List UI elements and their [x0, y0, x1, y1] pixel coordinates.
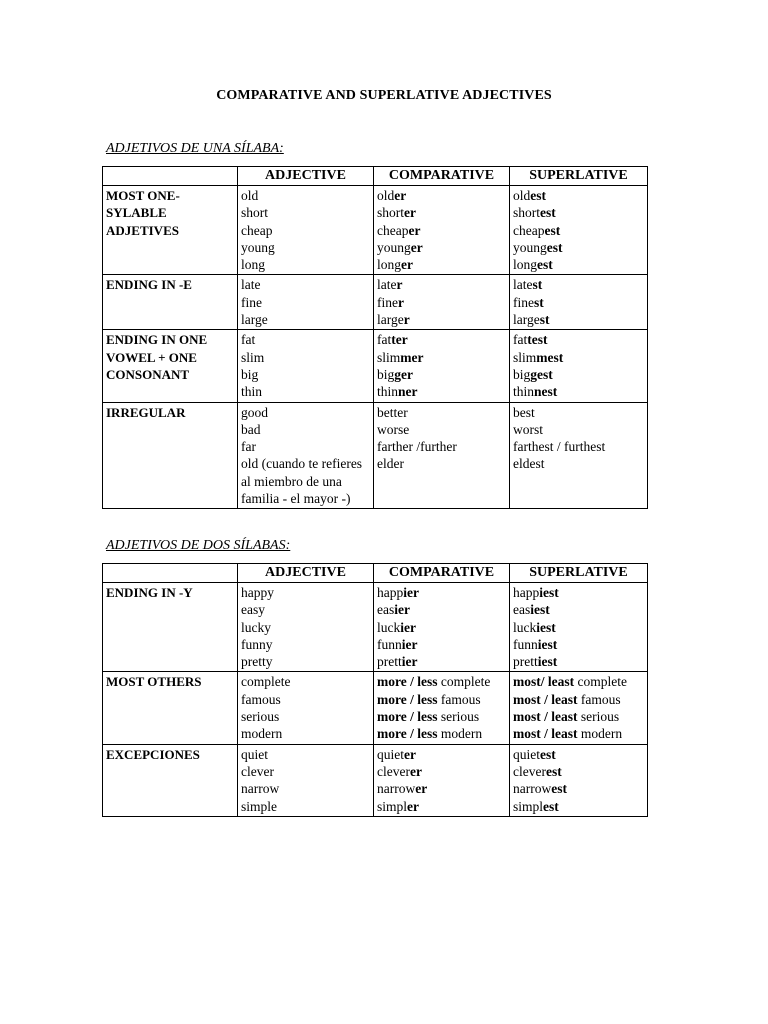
comparative-stem: farther /further: [377, 439, 457, 455]
superlative-stem: short: [513, 205, 540, 221]
comparative-suffix: ter: [391, 332, 408, 348]
comparative-stem: more / less: [377, 691, 438, 707]
superlative-stem: eldest: [513, 456, 545, 472]
adjective-cell: [238, 186, 374, 275]
comparative-cell: [374, 583, 510, 672]
superlative-stem: simpl: [513, 798, 544, 814]
superlative-suffix: serious: [577, 709, 620, 725]
superlative-form: [513, 691, 644, 708]
superlative-form: [513, 204, 644, 221]
adjective-word: famous: [241, 691, 281, 707]
adjective-word: big: [241, 366, 259, 382]
comparative-stem: better: [377, 404, 408, 420]
comparative-suffix: er: [409, 763, 422, 779]
superlative-cell: [510, 275, 648, 330]
category-cell: MOST ONE-SYLABLE ADJETIVES: [103, 186, 238, 275]
comparative-stem: clever: [377, 763, 410, 779]
adjective-word: fine: [241, 294, 262, 310]
comparative-stem: quiet: [377, 746, 404, 762]
adjective-cell: [238, 402, 374, 509]
superlative-stem: most/ least: [513, 674, 575, 690]
adjective-cell: [238, 275, 374, 330]
superlative-suffix: est: [546, 239, 563, 255]
superlative-form: [513, 653, 644, 670]
comparative-form: [377, 222, 506, 239]
superlative-form: [513, 349, 644, 366]
comparative-stem: cheap: [377, 222, 409, 238]
superlative-form: [513, 455, 644, 472]
superlative-stem: funn: [513, 636, 538, 652]
superlative-stem: big: [513, 366, 531, 382]
header-comparative: COMPARATIVE: [374, 167, 510, 186]
header-superlative: SUPERLATIVE: [510, 564, 648, 583]
adjective-cell: [238, 330, 374, 402]
comparative-stem: eas: [377, 602, 395, 618]
adjective-word: narrow: [241, 781, 280, 797]
adjective-word: clever: [241, 763, 274, 779]
category-cell: EXCEPCIONES: [103, 744, 238, 816]
adjective-word: fat: [241, 332, 256, 348]
superlative-form: [513, 798, 644, 815]
comparative-suffix: ier: [401, 636, 418, 652]
comparative-stem: prett: [377, 654, 402, 670]
comparative-cell: [374, 744, 510, 816]
superlative-suffix: famous: [577, 691, 621, 707]
adjective-word: cheap: [241, 222, 273, 238]
superlative-form: [513, 294, 644, 311]
superlative-form: [513, 366, 644, 383]
category-cell: ENDING IN -Y: [103, 583, 238, 672]
comparative-suffix: modern: [437, 726, 483, 742]
table-row: [103, 402, 648, 509]
superlative-suffix: modern: [577, 726, 623, 742]
superlative-suffix: est: [540, 205, 556, 221]
superlative-stem: old: [513, 188, 531, 203]
superlative-form: [513, 239, 644, 256]
adjective-word: thin: [241, 384, 263, 400]
superlative-stem: prett: [513, 654, 538, 670]
comparative-suffix: er: [404, 205, 416, 221]
comparative-form: [377, 331, 506, 348]
superlative-stem: late: [513, 277, 533, 293]
comparative-stem: late: [377, 277, 397, 293]
superlative-suffix: st: [539, 312, 550, 328]
comparative-stem: short: [377, 205, 404, 221]
comparative-form: [377, 691, 506, 708]
comparative-stem: worse: [377, 421, 410, 437]
superlative-stem: fine: [513, 294, 534, 310]
section-heading-one-syllable: ADJETIVOS DE UNA SÍLABA:: [106, 141, 284, 156]
adjective-word: large: [241, 312, 268, 328]
superlative-form: [513, 725, 644, 742]
comparative-form: [377, 404, 506, 421]
table-header-row: [103, 167, 648, 186]
comparative-suffix: mer: [400, 349, 424, 365]
comparative-suffix: ier: [401, 654, 418, 670]
superlative-suffix: est: [551, 781, 567, 797]
superlative-suffix: test: [527, 332, 548, 348]
superlative-form: [513, 276, 644, 293]
superlative-form: [513, 746, 644, 763]
comparative-form: [377, 256, 506, 273]
adjective-word: quiet: [241, 746, 268, 762]
comparative-form: [377, 780, 506, 797]
header-empty: [103, 167, 238, 186]
superlative-suffix: iest: [539, 585, 559, 600]
superlative-stem: most / least: [513, 726, 578, 742]
comparative-form: [377, 366, 506, 383]
header-adjective: ADJECTIVE: [238, 167, 374, 186]
adjective-word: good: [241, 404, 268, 420]
comparative-stem: slim: [377, 349, 401, 365]
superlative-form: [513, 404, 644, 421]
comparative-form: [377, 619, 506, 636]
comparative-suffix: serious: [437, 709, 480, 725]
superlative-suffix: iest: [537, 654, 558, 670]
superlative-suffix: mest: [536, 349, 564, 365]
comparative-form: [377, 294, 506, 311]
superlative-form: [513, 673, 644, 690]
comparative-cell: [374, 672, 510, 744]
category-cell: MOST OTHERS: [103, 672, 238, 744]
category-cell: ENDING IN ONE VOWEL + ONE CONSONANT: [103, 330, 238, 402]
comparative-stem: luck: [377, 619, 401, 635]
comparative-form: [377, 438, 506, 455]
superlative-form: [513, 708, 644, 725]
superlative-cell: [510, 583, 648, 672]
comparative-suffix: complete: [437, 674, 491, 690]
comparative-form: [377, 763, 506, 780]
superlative-form: [513, 636, 644, 653]
superlative-suffix: iest: [536, 619, 556, 635]
superlative-suffix: est: [537, 257, 553, 273]
superlative-suffix: est: [530, 188, 547, 203]
table-row: [103, 744, 648, 816]
table-row: [103, 186, 648, 275]
comparative-stem: old: [377, 188, 395, 203]
superlative-form: [513, 601, 644, 618]
adjective-cell: [238, 744, 374, 816]
superlative-suffix: est: [540, 746, 556, 762]
adjective-word: bad: [241, 421, 261, 437]
superlative-stem: long: [513, 257, 538, 273]
adjective-word: young: [241, 239, 275, 255]
superlative-form: [513, 584, 644, 601]
superlative-form: [513, 222, 644, 239]
comparative-form: [377, 239, 506, 256]
superlative-stem: worst: [513, 421, 543, 437]
superlative-stem: happ: [513, 585, 540, 600]
comparative-cell: [374, 330, 510, 402]
page-title: COMPARATIVE AND SUPERLATIVE ADJECTIVES: [216, 88, 552, 103]
superlative-stem: large: [513, 312, 540, 328]
comparative-form: [377, 383, 506, 400]
adjective-word: pretty: [241, 654, 273, 670]
superlative-stem: fat: [513, 332, 528, 348]
comparative-form: [377, 636, 506, 653]
table-row: [103, 583, 648, 672]
adjective-word: slim: [241, 349, 265, 365]
superlative-stem: farthest / furthest: [513, 439, 606, 455]
superlative-form: [513, 331, 644, 348]
superlative-suffix: complete: [574, 674, 627, 690]
superlative-stem: narrow: [513, 781, 552, 797]
header-superlative: SUPERLATIVE: [510, 167, 648, 186]
superlative-stem: most / least: [513, 691, 578, 707]
comparative-suffix: r: [398, 294, 404, 310]
superlative-suffix: est: [545, 763, 562, 779]
adjective-word: easy: [241, 602, 265, 618]
header-comparative: COMPARATIVE: [374, 564, 510, 583]
comparative-suffix: er: [394, 188, 407, 203]
superlative-stem: thin: [513, 384, 535, 400]
comparative-stem: more / less: [377, 726, 438, 742]
comparative-suffix: ner: [398, 384, 418, 400]
comparative-form: [377, 204, 506, 221]
comparative-stem: thin: [377, 384, 399, 400]
adjective-word: happy: [241, 585, 274, 600]
comparative-suffix: famous: [437, 691, 481, 707]
category-cell: IRREGULAR: [103, 402, 238, 509]
adjective-word: old (cuando te refieres al miembro de una familia - el mayor -): [241, 456, 363, 507]
superlative-stem: most / least: [513, 709, 578, 725]
superlative-form: [513, 311, 644, 328]
comparative-suffix: er: [410, 239, 423, 255]
superlative-stem: quiet: [513, 746, 540, 762]
comparative-cell: [374, 402, 510, 509]
comparative-stem: fine: [377, 294, 398, 310]
adjective-word: simple: [241, 798, 277, 814]
superlative-form: [513, 780, 644, 797]
table-header-row: [103, 564, 648, 583]
superlative-stem: eas: [513, 602, 531, 618]
header-empty: [103, 564, 238, 583]
superlative-suffix: nest: [534, 384, 558, 400]
comparative-form: [377, 421, 506, 438]
superlative-form: [513, 763, 644, 780]
comparative-form: [377, 798, 506, 815]
one-syllable-table: [102, 166, 648, 509]
comparative-suffix: ier: [394, 602, 410, 618]
adjective-word: modern: [241, 726, 283, 742]
category-cell: ENDING IN -E: [103, 275, 238, 330]
comparative-suffix: ger: [394, 366, 413, 382]
superlative-cell: [510, 402, 648, 509]
superlative-stem: clever: [513, 763, 546, 779]
superlative-suffix: gest: [530, 366, 553, 382]
comparative-suffix: er: [407, 798, 419, 814]
comparative-form: [377, 455, 506, 472]
table-row: [103, 330, 648, 402]
superlative-cell: [510, 672, 648, 744]
superlative-suffix: est: [544, 222, 561, 238]
comparative-form: [377, 276, 506, 293]
table-row: [103, 672, 648, 744]
comparative-form: [377, 311, 506, 328]
adjective-word: complete: [241, 674, 291, 690]
two-syllable-table: [102, 563, 648, 817]
adjective-word: serious: [241, 709, 280, 725]
comparative-form: [377, 653, 506, 670]
comparative-form: [377, 187, 506, 204]
adjective-cell: [238, 583, 374, 672]
superlative-suffix: st: [532, 277, 543, 293]
comparative-form: [377, 746, 506, 763]
superlative-cell: [510, 186, 648, 275]
comparative-stem: elder: [377, 456, 404, 472]
comparative-stem: narrow: [377, 781, 416, 797]
superlative-form: [513, 619, 644, 636]
comparative-stem: fat: [377, 332, 392, 348]
superlative-form: [513, 256, 644, 273]
comparative-form: [377, 725, 506, 742]
adjective-word: long: [241, 257, 266, 273]
superlative-stem: best: [513, 404, 535, 420]
comparative-stem: more / less: [377, 674, 438, 690]
adjective-word: old: [241, 188, 259, 203]
comparative-suffix: r: [396, 277, 403, 293]
superlative-stem: slim: [513, 349, 537, 365]
adjective-word: far: [241, 439, 256, 455]
header-adjective: ADJECTIVE: [238, 564, 374, 583]
comparative-stem: funn: [377, 636, 402, 652]
comparative-form: [377, 584, 506, 601]
superlative-form: [513, 438, 644, 455]
superlative-suffix: est: [543, 798, 559, 814]
comparative-suffix: ier: [400, 619, 416, 635]
comparative-form: [377, 708, 506, 725]
comparative-suffix: er: [415, 781, 428, 797]
comparative-stem: young: [377, 239, 411, 255]
superlative-stem: luck: [513, 619, 537, 635]
comparative-suffix: er: [401, 257, 413, 273]
adjective-word: funny: [241, 636, 273, 652]
superlative-cell: [510, 330, 648, 402]
comparative-stem: simpl: [377, 798, 408, 814]
superlative-suffix: iest: [537, 636, 558, 652]
superlative-form: [513, 187, 644, 204]
comparative-stem: large: [377, 312, 404, 328]
superlative-cell: [510, 744, 648, 816]
comparative-form: [377, 349, 506, 366]
comparative-stem: long: [377, 257, 402, 273]
comparative-cell: [374, 186, 510, 275]
section-heading-two-syllable: ADJETIVOS DE DOS SÍLABAS:: [106, 538, 291, 553]
comparative-cell: [374, 275, 510, 330]
superlative-stem: cheap: [513, 222, 545, 238]
table-row: [103, 275, 648, 330]
comparative-stem: happ: [377, 585, 404, 600]
superlative-form: [513, 421, 644, 438]
superlative-suffix: iest: [530, 602, 550, 618]
comparative-form: [377, 601, 506, 618]
adjective-cell: [238, 672, 374, 744]
comparative-suffix: ier: [403, 585, 419, 600]
comparative-suffix: er: [408, 222, 421, 238]
adjective-word: short: [241, 205, 268, 221]
comparative-form: [377, 673, 506, 690]
comparative-stem: big: [377, 366, 395, 382]
superlative-stem: young: [513, 239, 547, 255]
comparative-suffix: er: [404, 746, 416, 762]
comparative-suffix: r: [403, 312, 410, 328]
comparative-stem: more / less: [377, 709, 438, 725]
adjective-word: late: [241, 277, 261, 293]
adjective-word: lucky: [241, 619, 271, 635]
superlative-suffix: st: [534, 294, 544, 310]
superlative-form: [513, 383, 644, 400]
